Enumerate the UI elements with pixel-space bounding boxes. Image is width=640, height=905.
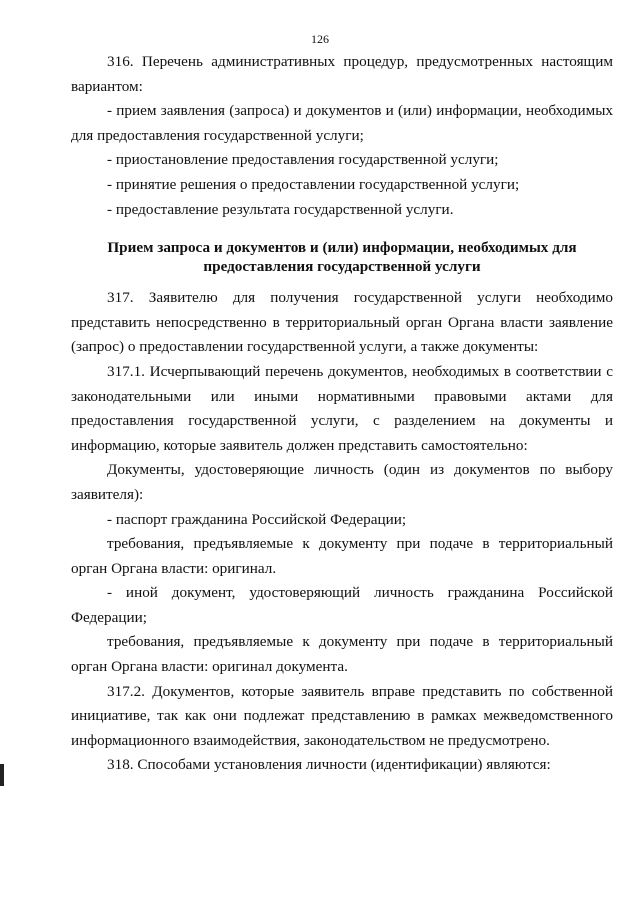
scan-margin-mark (0, 764, 4, 786)
requirements-other-document: требования, предъявляемые к документу при подаче в территориальный орган Органа власти: оригинал документа. (71, 633, 613, 676)
page-content (71, 50, 613, 778)
list-item-316-1: - прием заявления (запроса) и документов и (или) информации, необходимых для предоставления государственной услуги; (71, 102, 613, 144)
page-number: 126 (311, 32, 329, 46)
list-item-passport: - паспорт гражданина Российской Федерации; (107, 510, 407, 528)
paragraph-317-1: 317.1. Исчерпывающий перечень документов, необходимых в соответствии с законодательными или иными нормативными правовыми актами для предоставления государственной услуги, с разделением на документы и информацию, которые заявитель должен представить самостоятельно: (71, 362, 613, 454)
spacer (71, 276, 613, 286)
list-item-316-4: - предоставление результата государственной услуги. (107, 200, 454, 218)
section-heading: Прием запроса и документов и (или) информации, необходимых для предоставления государственной услуги (107, 239, 577, 276)
list-item-316-2: - приостановление предоставления государственной услуги; (107, 151, 499, 169)
list-item-316-3: - принятие решения о предоставлении государственной услуги; (107, 175, 520, 193)
paragraph-317-2: 317.2. Документов, которые заявитель вправе представить по собственной инициативе, так как они подлежат представлению в рамках межведомственного информационного взаимодействия, законодательством не предусмотрено. (71, 682, 613, 749)
paragraph-317: 317. Заявителю для получения государственной услуги необходимо представить непосредственно в территориальный орган Органа власти заявление (запрос) о предоставлении государственной услуги, а также документы: (71, 289, 613, 356)
requirements-passport: требования, предъявляемые к документу при подаче в территориальный орган Органа власти: оригинал. (71, 535, 613, 577)
paragraph-identity-documents: Документы, удостоверяющие личность (один из документов по выбору заявителя): (71, 461, 613, 503)
spacer (71, 222, 613, 238)
list-item-other-document: - иной документ, удостоверяющий личность гражданина Российской Федерации; (71, 584, 613, 626)
paragraph-318: 318. Способами установления личности (идентификации) являются: (107, 756, 551, 774)
paragraph-316: 316. Перечень административных процедур, предусмотренных настоящим вариантом: (71, 53, 613, 95)
